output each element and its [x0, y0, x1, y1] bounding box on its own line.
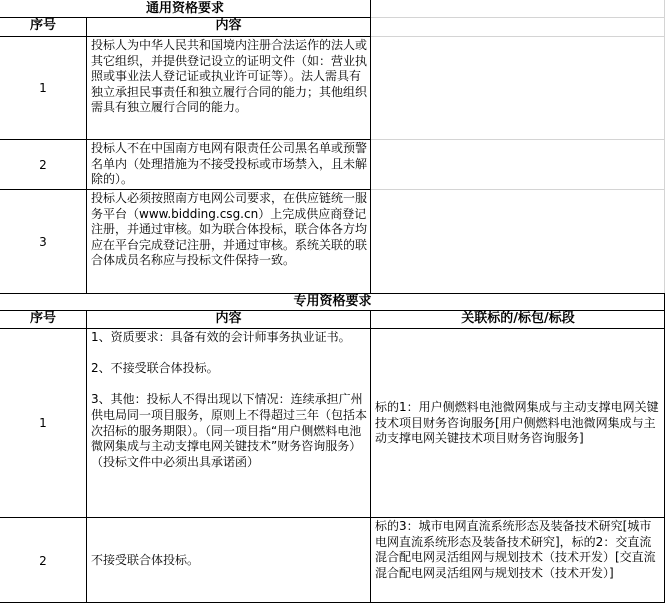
special-row-1-related-text: 标的1：用户侧燃料电池微网集成与主动支撑电网关键技术项目财务咨询服务[用户侧燃料电池微网集成与主动支撑电网关键技术项目财务咨询服务] — [375, 400, 659, 446]
gridline — [370, 189, 665, 190]
general-section-title: 通用资格要求 — [145, 1, 224, 16]
table-border — [86, 310, 87, 603]
general-row-1-content: 投标人为中华人民共和国境内注册合法运作的法人或其它组织，并提供登记设立的证明文件（如：营业执照或事业法人登记证或执业许可证等）。法人需具有独立承担民事责任和独立履行合同的能力；其他组织需具有独立履行合同的能力。 — [91, 38, 368, 115]
table-border — [86, 17, 87, 293]
table-border — [0, 517, 665, 518]
special-col-no-header: 序号 — [29, 311, 56, 326]
general-row-3-no: 3 — [39, 234, 47, 249]
special-col-content-header: 内容 — [215, 311, 242, 326]
table-border — [0, 310, 665, 311]
special-row-1-content: 1、资质要求：具备有效的会计师事务执业证书。 2、不接受联合体投标。 3、其他：投标人不得出现以下情况：连续承担广州供电局同一项目服务，原则上不得超过三年（包括本次招标的服务期限）。（同一项目指“用户侧燃料电池微网集成与主动支撑电网关键技术”财务咨询服务）（投标文件中必须出具承诺函） — [91, 330, 368, 469]
table-border — [0, 36, 371, 37]
general-row-3-content: 投标人必须按照南方电网公司要求，在供应链统一服务平台（www.bidding.csg.cn）上完成供应商登记注册，并通过审核。如为联合体投标，联合体各方均应在平台完成登记注册，并通过审核。系统关联的联合体成员名称应与投标文件保持一致。 — [91, 191, 368, 268]
special-row-2-content-text: 不接受联合体投标。 — [91, 553, 200, 568]
special-col-related-header: 关联标的/标包/标段 — [461, 311, 575, 326]
special-row-2-content — [87, 518, 370, 603]
table-border — [0, 17, 371, 18]
special-row-2-no: 2 — [39, 553, 47, 568]
gridline — [370, 17, 665, 18]
special-section-title: 专用资格要求 — [293, 294, 372, 309]
general-row-1-no: 1 — [39, 81, 47, 95]
table-border — [0, 328, 665, 329]
gridline — [370, 36, 665, 37]
general-col-content-header: 内容 — [215, 18, 242, 33]
general-row-2-no: 2 — [39, 157, 47, 172]
general-col-no-header: 序号 — [29, 18, 56, 33]
table-border — [370, 0, 371, 293]
special-row-2-related: 标的3：城市电网直流系统形态及装备技术研究[城市电网直流系统形态及装备技术研究]，标的2：交直流混合配电网灵活组网与规划技术（技术开发）[交直流混合配电网灵活组网与规划技术（技术开发）] — [375, 519, 656, 580]
table-border — [0, 293, 665, 294]
table-border — [370, 310, 371, 603]
general-row-2-content: 投标人不在中国南方电网有限责任公司黑名单或预警名单内（处理措施为不接受投标或市场禁入，且未解除的）。 — [91, 141, 368, 187]
table-border — [0, 189, 371, 190]
special-row-1-related — [371, 329, 665, 517]
special-row-1-no: 1 — [39, 416, 47, 430]
gridline — [370, 139, 665, 140]
table-border — [0, 139, 371, 140]
